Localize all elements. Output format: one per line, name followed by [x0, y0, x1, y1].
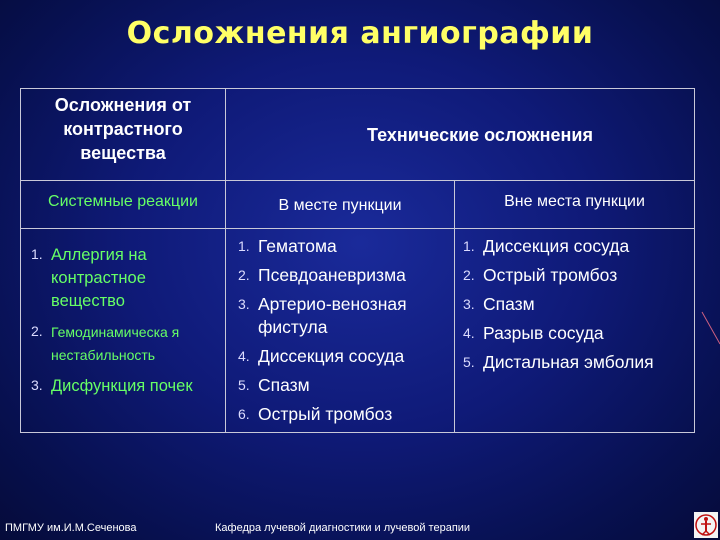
list-item — [238, 403, 450, 426]
header-contrast: Осложнения от контрастного вещества — [54, 95, 192, 163]
list-item — [31, 243, 219, 312]
slide-title: Осложнения ангиографии — [126, 16, 594, 51]
item-text: Диссекция сосуда — [483, 236, 630, 256]
item-number: 4. — [238, 348, 250, 364]
list-item — [463, 264, 690, 287]
footer-university: ПМГМУ им.И.М.Сеченова — [5, 522, 137, 534]
item-text: Разрыв сосуда — [483, 323, 604, 343]
list-item — [238, 264, 450, 287]
item-text: Дисфункция почек — [51, 377, 193, 395]
list-item — [238, 293, 450, 339]
item-text: Острый тромбоз — [483, 265, 618, 285]
header-contrast-cell — [21, 89, 226, 181]
list-item — [31, 374, 219, 397]
puncture-list-cell — [226, 229, 455, 433]
list-item — [31, 320, 219, 366]
item-number: 2. — [31, 323, 43, 339]
header-technical-cell — [226, 89, 695, 181]
footer-department: Кафедра лучевой диагностики и лучевой терапии — [215, 522, 471, 534]
list-item — [238, 374, 450, 397]
list-item — [238, 235, 450, 258]
university-logo-icon — [694, 512, 718, 538]
sub-puncture-site: В месте пункции — [278, 197, 402, 214]
systemic-list — [21, 229, 225, 397]
list-item — [463, 235, 690, 258]
item-text: Псевдоаневризма — [258, 265, 406, 285]
item-text: Артерио-венозная фистула — [258, 294, 407, 337]
item-number: 3. — [238, 296, 250, 312]
sub-outside-cell — [455, 181, 695, 229]
item-number: 6. — [238, 406, 250, 422]
systemic-list-cell — [21, 229, 226, 433]
item-number: 3. — [31, 377, 43, 393]
outside-list — [455, 229, 694, 374]
item-number: 2. — [463, 267, 475, 283]
list-item — [463, 351, 690, 374]
item-text: Диссекция сосуда — [258, 346, 405, 366]
item-text: Спазм — [258, 375, 310, 395]
item-number: 1. — [463, 238, 475, 254]
outside-list-cell — [455, 229, 695, 433]
item-number: 4. — [463, 325, 475, 341]
item-text: Гематома — [258, 236, 337, 256]
complications-table — [20, 88, 695, 433]
sub-systemic-cell — [21, 181, 226, 229]
header-technical: Технические осложнения — [367, 124, 593, 145]
list-item — [463, 293, 690, 316]
item-number: 1. — [238, 238, 250, 254]
item-text: Спазм — [483, 294, 535, 314]
list-item — [238, 345, 450, 368]
sub-systemic: Системные реакции — [48, 193, 198, 210]
item-number: 5. — [463, 354, 475, 370]
puncture-list — [226, 229, 454, 426]
item-number: 3. — [463, 296, 475, 312]
item-number: 1. — [31, 246, 43, 262]
sub-outside-puncture: Вне места пункции — [504, 193, 645, 210]
item-text: Аллергия на контрастное вещество — [51, 246, 147, 310]
item-number: 2. — [238, 267, 250, 283]
decorative-line — [700, 310, 720, 350]
item-text: Острый тромбоз — [258, 404, 393, 424]
item-text: Дистальная эмболия — [483, 352, 654, 372]
item-number: 5. — [238, 377, 250, 393]
sub-puncture-cell — [226, 181, 455, 229]
list-item — [463, 322, 690, 345]
item-text: Гемодинамическа я нестабильность — [51, 324, 180, 363]
